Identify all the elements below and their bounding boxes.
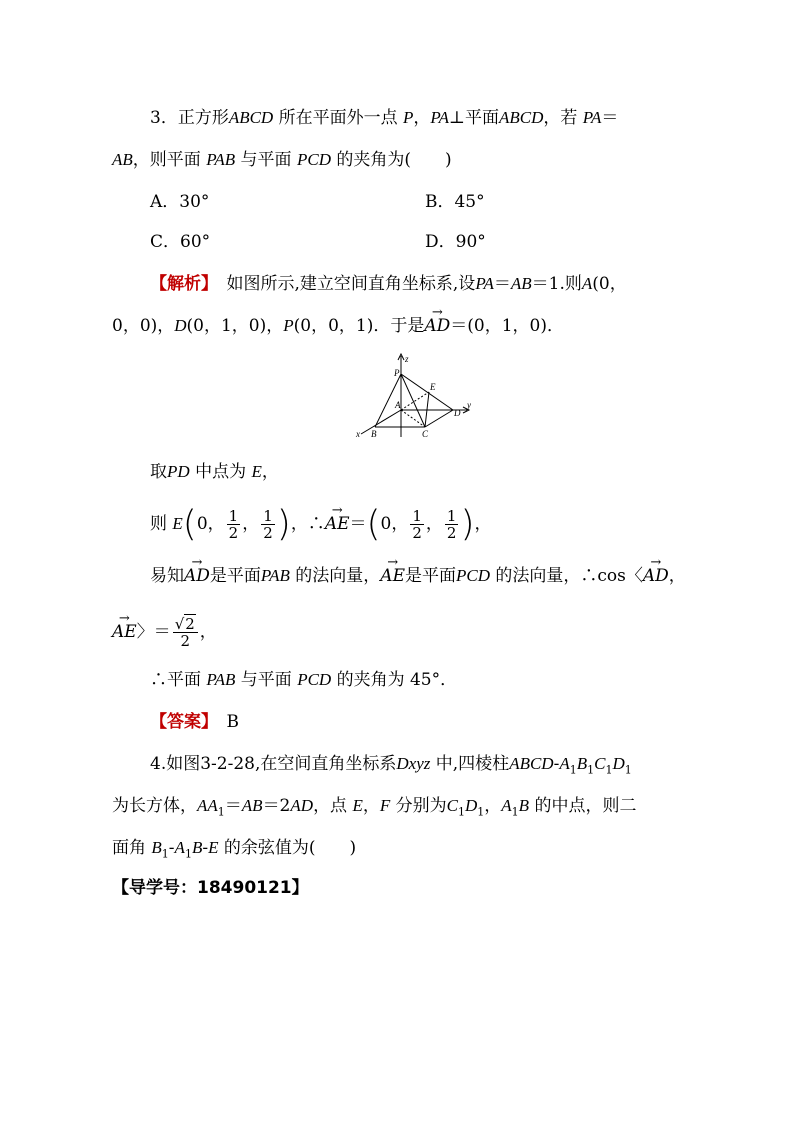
fig-label-p: P (394, 368, 400, 378)
fig-label-e: E (430, 382, 436, 392)
analysis-cos-value: → AE〉＝ $\frac{√2}{2}$ ， (112, 616, 217, 649)
analysis-midpoint: 取PD 中点为 E， (150, 462, 279, 482)
fig-label-d: D (454, 408, 461, 418)
q3-option-c: C．60° (150, 232, 211, 252)
fig-label-z: z (405, 354, 409, 364)
answer-value: B (226, 712, 239, 732)
answer-line (150, 710, 239, 734)
q3-line1: 3．正方形ABCD 所在平面外一点 P，PA⊥平面ABCD，若 PA＝ (150, 108, 619, 128)
q4-line2: 为长方体，$AA_1=AB=2AD$，点 E，F 分别为$C_1D_1$，$A_1B$ 的中点，则二 (112, 796, 637, 819)
answer-tag: 【答案】 (150, 712, 210, 732)
analysis-conclusion: ∴平面 PAB 与平面 PCD 的夹角为 45°． (150, 670, 458, 690)
q3-option-d: D．90° (425, 232, 486, 252)
q3-option-a: A．30° (150, 192, 210, 212)
analysis-normal-vectors: 易知→ AD是平面PAB 的法向量，→ AE是平面PCD 的法向量，∴cos〈→ AD， (150, 564, 686, 588)
coordinate-figure (355, 352, 475, 440)
analysis-line2: 0，0)，D(0，1，0)，P(0，0，1)．于是→ AD＝(0，1，0)． (112, 314, 564, 338)
q3-option-b: B．45° (425, 192, 485, 212)
fig-label-c: C (422, 429, 429, 439)
q4-line3: 面角 $B_1-A_1B-E$ 的余弦值为( ) (112, 838, 357, 861)
guide-number: 【导学号：18490121】 (112, 878, 309, 898)
vector-ae: → AE (325, 512, 350, 536)
fig-label-b: B (371, 429, 377, 439)
fig-label-y: y (467, 400, 471, 410)
analysis-line1: 【解析】 如图所示,建立空间直角坐标系,设PA＝AB＝1.则A(0， (150, 274, 627, 294)
fig-label-a: A (395, 400, 401, 410)
fig-label-x: x (356, 429, 360, 439)
q3-line2: AB，则平面 PAB 与平面 PCD 的夹角为( ) (112, 150, 452, 170)
vector-ad: → AD (424, 314, 450, 338)
analysis-e-coords: 则 E(0， $\frac{1}{2}$ ， $\frac{1}{2}$ )，∴→ AE＝(0， $\frac{1}{2}$ ， $\frac{1}{2}$ )， (150, 508, 492, 541)
analysis-tag: 【解析】 (150, 274, 210, 294)
q4-line1: 4.如图3-2-28,在空间直角坐标系Dxyz 中,四棱柱ABCD-$A_1B_1C_1D_1$ (150, 754, 632, 777)
